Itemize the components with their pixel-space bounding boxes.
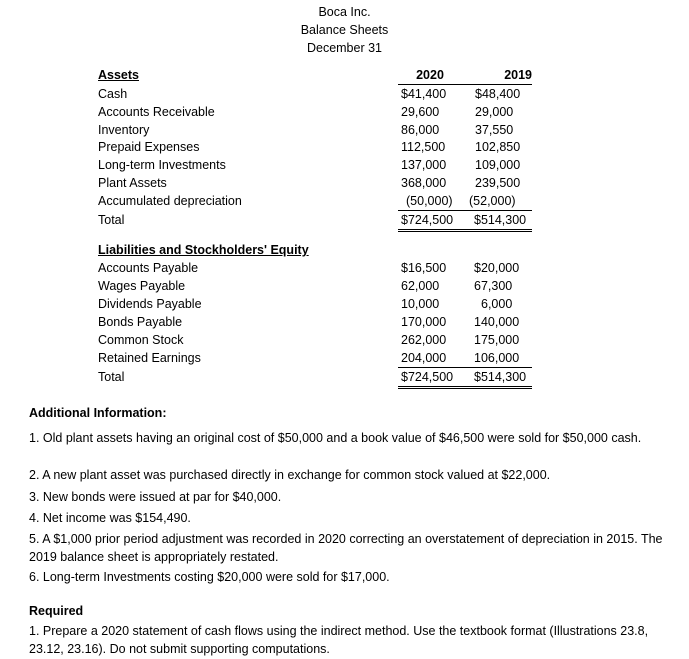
- value-2019: 29,000: [475, 105, 514, 119]
- row-label: Plant Assets: [98, 176, 167, 190]
- info-item: 6. Long-term Investments costing $20,000 were sold for $17,000.: [29, 570, 390, 584]
- subtotal-rule: [398, 367, 532, 368]
- value-2020: $724,500: [401, 213, 454, 227]
- value-2020: $724,500: [401, 370, 454, 384]
- info-item: 1. Old plant assets having an original cost of $50,000 and a book value of $46,500 were sold for $50,000 cash.: [29, 431, 642, 445]
- value-2020: $16,500: [401, 261, 447, 275]
- value-2019: 106,000: [474, 351, 520, 365]
- value-2020: 29,600: [401, 105, 440, 119]
- row-label: Prepaid Expenses: [98, 140, 200, 154]
- row-label: Accounts Receivable: [98, 105, 215, 119]
- row-label: Retained Earnings: [98, 351, 201, 365]
- value-2019: $514,300: [474, 370, 527, 384]
- required-heading: Required: [29, 604, 84, 618]
- row-label: Common Stock: [98, 333, 184, 347]
- row-label: Inventory: [98, 123, 150, 137]
- value-2020: 137,000: [401, 158, 447, 172]
- value-2019: (52,000): [469, 194, 516, 208]
- info-item: 5. A $1,000 prior period adjustment was recorded in 2020 correcting an overstatement of depreciation in 2015. The 2019 balance sheet is appropriately restated.: [29, 532, 663, 564]
- header-underline: [398, 84, 532, 85]
- row-label: Bonds Payable: [98, 315, 183, 329]
- row-label: Total: [98, 213, 125, 227]
- value-2020: 86,000: [401, 123, 440, 137]
- value-2020: (50,000): [406, 194, 453, 208]
- value-2020: 10,000: [401, 297, 440, 311]
- value-2019: $514,300: [474, 213, 527, 227]
- total-rule-2: [398, 388, 532, 389]
- company-name: Boca Inc.: [318, 5, 371, 19]
- subtotal-rule: [398, 210, 532, 211]
- assets-heading: Assets: [98, 68, 139, 82]
- row-label: Long-term Investments: [98, 158, 226, 172]
- total-rule-1: [398, 229, 532, 230]
- row-label: Accounts Payable: [98, 261, 199, 275]
- total-rule-2: [398, 231, 532, 232]
- value-2019: 6,000: [481, 297, 513, 311]
- row-label: Cash: [98, 87, 128, 101]
- value-2020: 262,000: [401, 333, 447, 347]
- value-2019: 67,300: [474, 279, 513, 293]
- value-2020: 204,000: [401, 351, 447, 365]
- value-2020: 112,500: [401, 140, 446, 154]
- value-2019: 37,550: [475, 123, 514, 137]
- value-2019: 175,000: [474, 333, 520, 347]
- value-2019: $48,400: [475, 87, 521, 101]
- info-item: 4. Net income was $154,490.: [29, 511, 191, 525]
- statement-title: Balance Sheets: [300, 23, 389, 37]
- info-item: 3. New bonds were issued at par for $40,000.: [29, 490, 282, 504]
- value-2019: 239,500: [475, 176, 521, 190]
- value-2020: 62,000: [401, 279, 440, 293]
- row-label: Accumulated depreciation: [98, 194, 242, 208]
- value-2019: 102,850: [475, 140, 521, 154]
- value-2020: $41,400: [401, 87, 447, 101]
- value-2020: 368,000: [401, 176, 447, 190]
- statement-date: December 31: [306, 41, 383, 55]
- year-2019-header: 2019: [504, 68, 532, 82]
- total-rule-1: [398, 386, 532, 387]
- row-label: Wages Payable: [98, 279, 186, 293]
- row-label: Dividends Payable: [98, 297, 202, 311]
- value-2020: 170,000: [401, 315, 447, 329]
- liabilities-heading: Liabilities and Stockholders' Equity: [98, 243, 309, 257]
- value-2019: 109,000: [475, 158, 521, 172]
- value-2019: $20,000: [474, 261, 520, 275]
- row-label: Total: [98, 370, 125, 384]
- year-2020-header: 2020: [416, 68, 444, 82]
- value-2019: 140,000: [474, 315, 520, 329]
- additional-info-heading: Additional Information:: [29, 406, 167, 420]
- info-item: 2. A new plant asset was purchased directly in exchange for common stock valued at $22,000.: [29, 468, 551, 482]
- required-text: 1. Prepare a 2020 statement of cash flows using the indirect method. Use the textbook format (Illustrations 23.8, 23.12, 23.16). Do not submit supporting computations.: [29, 624, 649, 656]
